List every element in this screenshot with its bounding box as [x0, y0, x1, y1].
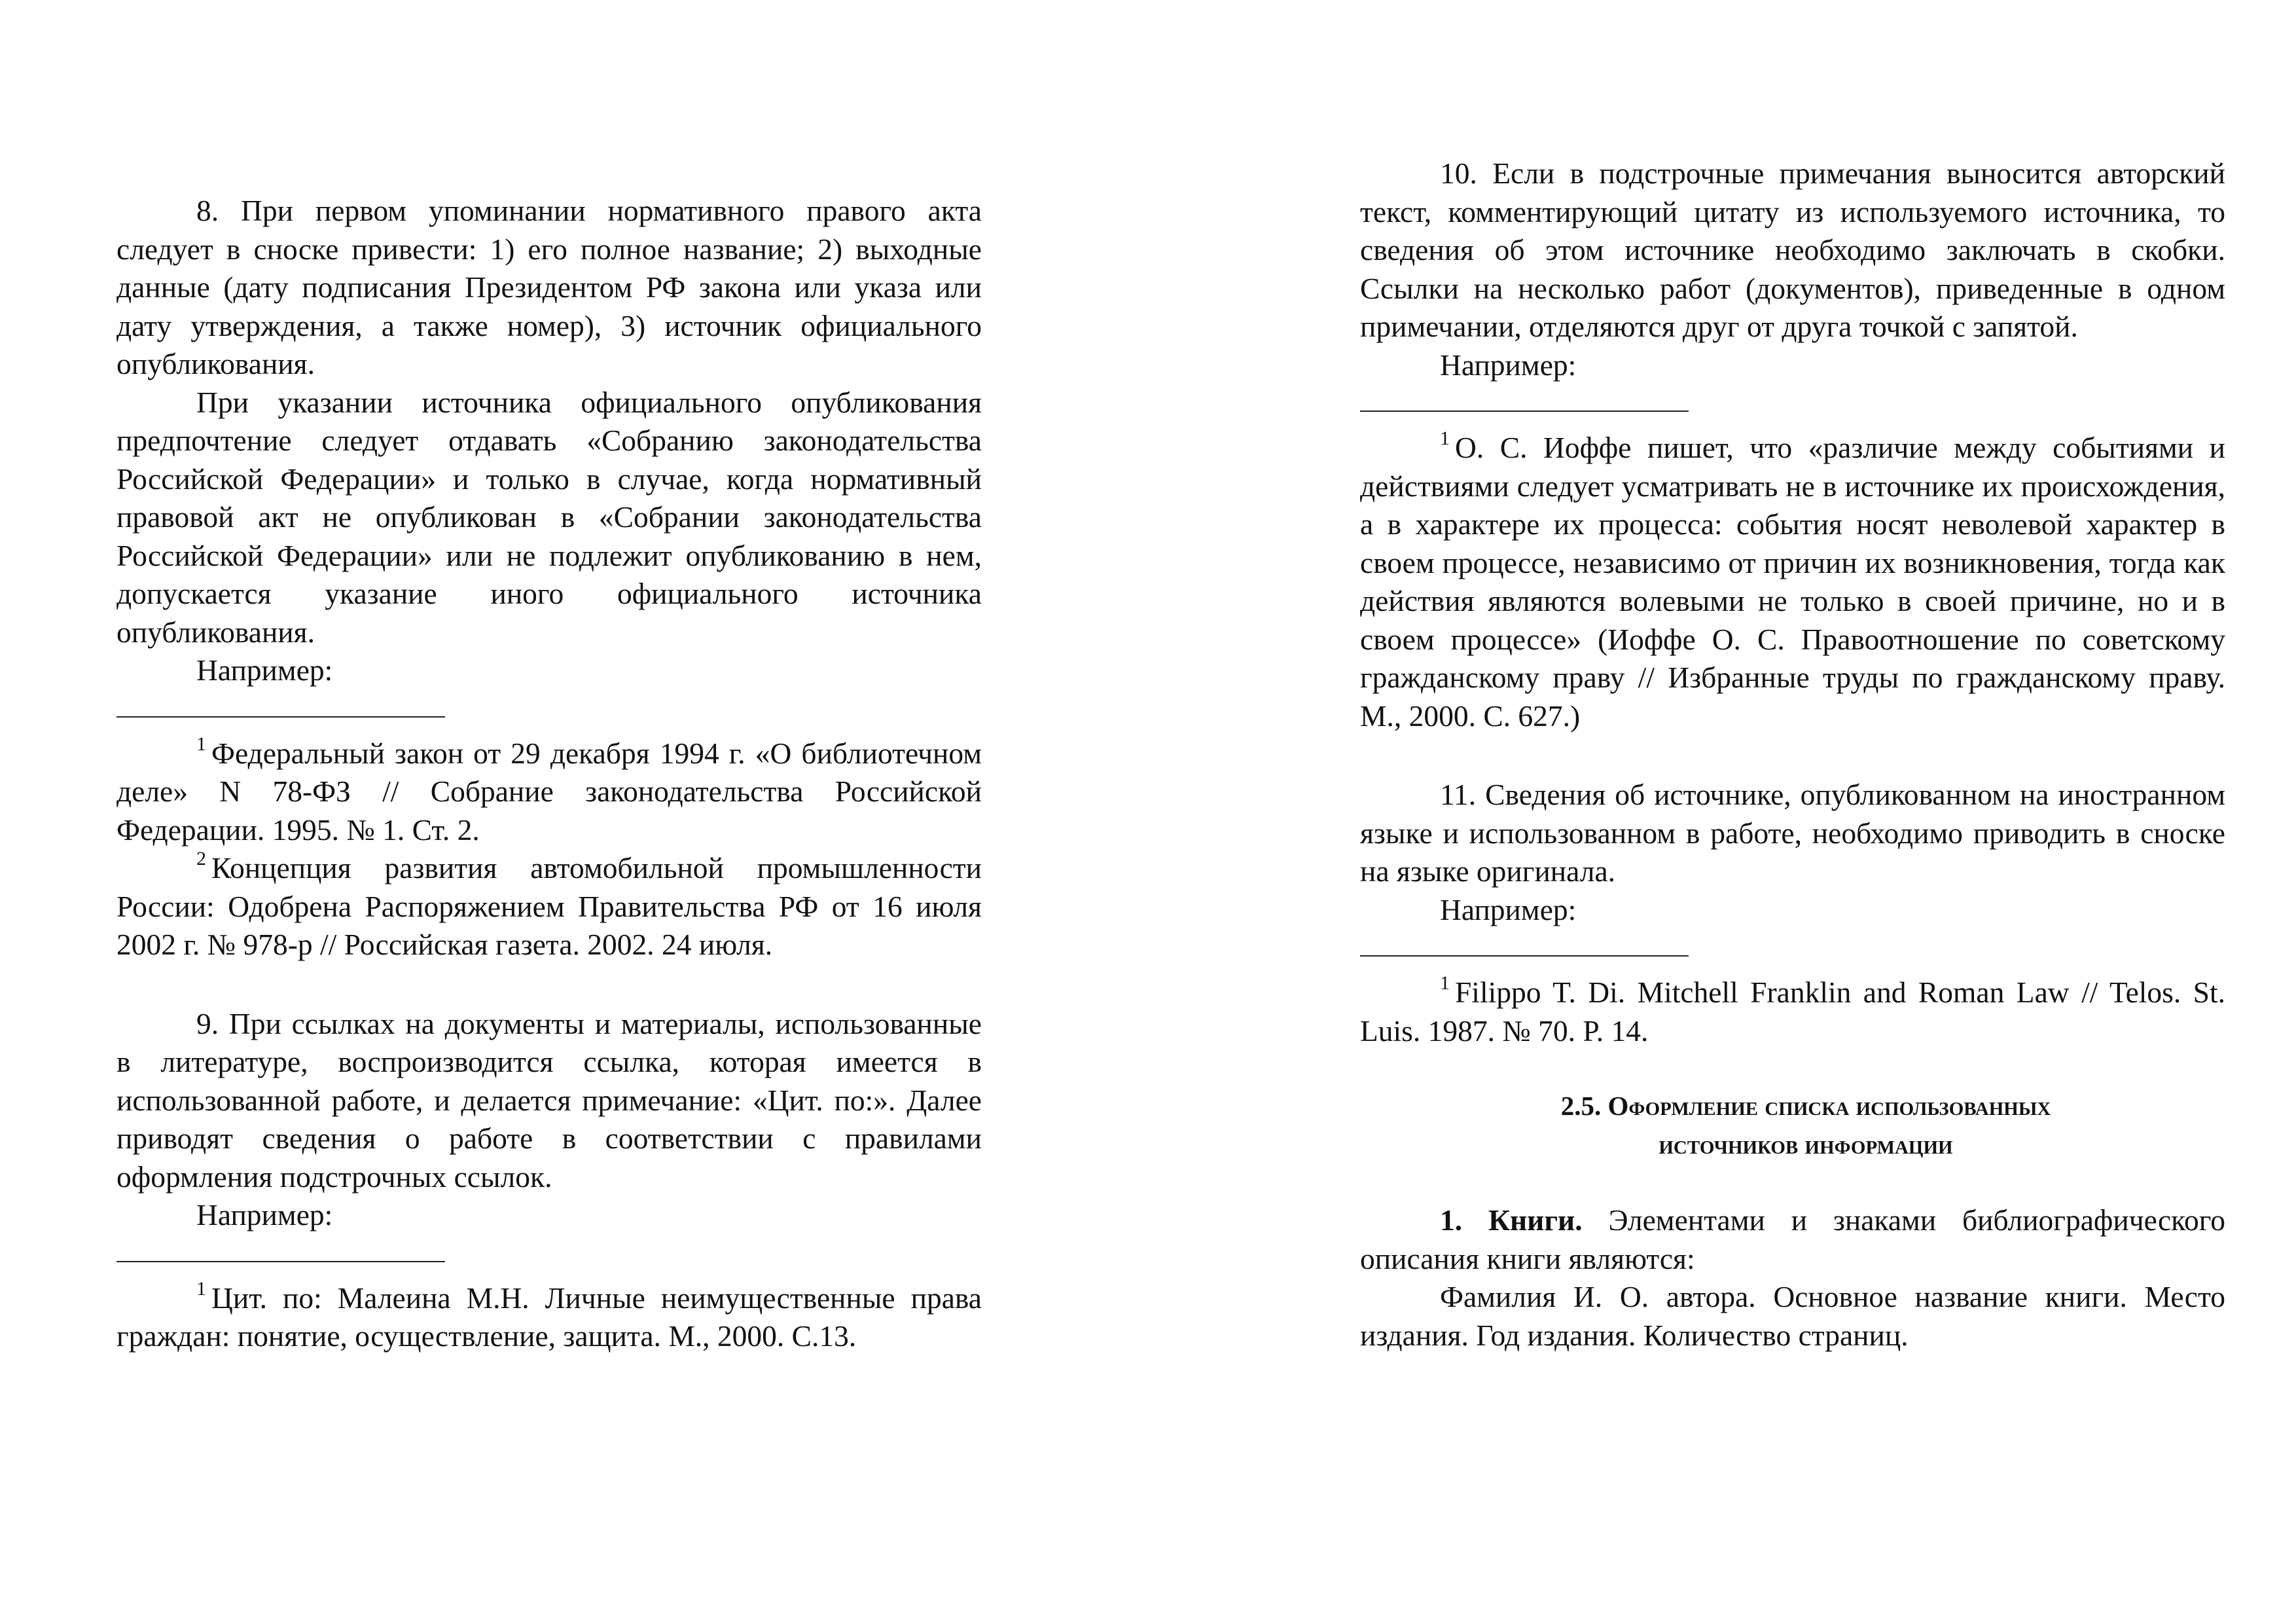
left-page-column	[117, 0, 982, 1356]
books-text: Элементами и знаками библиографического описания книги являются:	[1360, 1203, 2225, 1275]
books-format-paragraph: Фамилия И. О. автора. Основное название книги. Место издания. Год издания. Количество страниц.	[1360, 1280, 2225, 1352]
books-lead: 1. Книги.	[1440, 1203, 1583, 1237]
footnote	[1360, 974, 2225, 1050]
footnote	[117, 1279, 982, 1356]
footnote-mark: 1	[196, 733, 206, 755]
example-label: Например:	[196, 1198, 333, 1231]
example-label: Например:	[1440, 892, 1577, 926]
section-heading-line-2: источников информации	[1659, 1129, 1953, 1159]
footnote-text: Концепция развития автомобильной промышленности России: Одобрена Распоряжением Правительства РФ от 16 июля 2002 г. № 978-р // Российская газета. 2002. 24 июля.	[117, 851, 982, 961]
item-10-paragraph: 10. Если в подстрочные примечания выносится авторский текст, комментирующий цитату из используемого источника, то сведения об этом источнике необходимо заключать в скобки. Ссылки на несколько работ (документов), приведенные в одном примечании, отделяются друг от друга точкой с запятой.	[1360, 156, 2225, 343]
item-9-paragraph: 9. При ссылках на документы и материалы, использованные в литературе, воспроизводится ссылка, которая имеется в использованной работе, и делается примечание: «Цит. по:». Далее приводят сведения о работе в соответствии с правилами оформления подстрочных ссылок.	[117, 1006, 982, 1194]
footnote	[117, 735, 982, 850]
footnote-text: Цит. по: Малеина М.Н. Личные неимущественные права граждан: понятие, осуществление, защита. М., 2000. С.13.	[117, 1281, 982, 1353]
footnote	[1360, 429, 2225, 735]
example-label: Например:	[196, 653, 333, 687]
books-paragraph	[1360, 1201, 2225, 1278]
section-heading	[1360, 1087, 2225, 1163]
footnote-text: Filippo T. Di. Mitchell Franklin and Roman Law // Telos. St. Luis. 1987. № 70. P. 14.	[1360, 976, 2225, 1048]
footnote-mark: 2	[196, 848, 206, 869]
item-11-paragraph: 11. Сведения об источнике, опубликованном на иностранном языке и использованном в работе, необходимо приводить в сноске на языке оригинала.	[1360, 778, 2225, 888]
item-8-official-source-paragraph: При указании источника официального опубликования предпочтение следует отдавать «Собранию законодательства Российской Федерации» и только в случае, когда нормативный правовой акт не опубликован в «Собрании законодательства Российской Федерации» или не подлежит опубликованию в нем, допускается указание иного официального источника опубликования.	[117, 385, 982, 649]
right-page-column	[1360, 0, 2225, 1355]
example-label: Например:	[1440, 348, 1577, 382]
footnote-text: Федеральный закон от 29 декабря 1994 г. «О библиотечном деле» N 78-ФЗ // Собрание законодательства Российской Федерации. 1995. № 1. Ст. 2.	[117, 736, 982, 847]
footnote-mark: 1	[1440, 428, 1450, 449]
footnote-mark: 1	[196, 1277, 206, 1300]
item-8-paragraph: 8. При первом упоминании нормативного правого акта следует в сноске привести: 1) его полное название; 2) выходные данные (дату подписания Президентом РФ закона или указа или дату утверждения, а также номер), 3) источник официального опубликования.	[117, 194, 982, 380]
footnote-mark: 1	[1440, 972, 1450, 994]
footnote	[117, 849, 982, 964]
footnote-text: О. С. Иоффе пишет, что «различие между событиями и действиями следует усматривать не в источнике их происхождения, а в характере их процесса: события носят неволевой характер в своем процессе, независимо от причин их возникновения, тогда как действия являются волевыми не только в своей причине, но и в своем процессе» (Иоффе О. С. Правоотношение по советскому гражданскому праву // Избранные труды по гражданскому праву. М., 2000. С. 627.)	[1360, 431, 2225, 733]
section-heading-line-1: 2.5. Оформление списка использованных	[1560, 1091, 2051, 1121]
